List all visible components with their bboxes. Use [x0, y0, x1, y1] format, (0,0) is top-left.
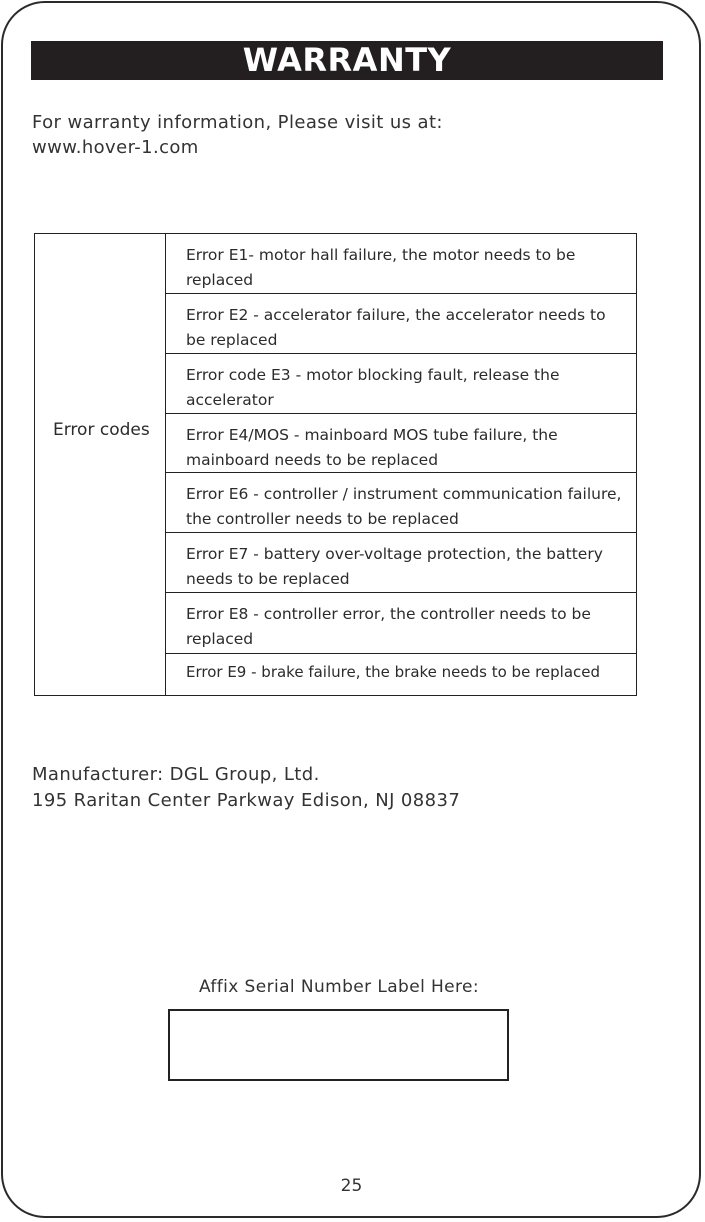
- error-row-e9: Error E9 - brake failure, the brake needs to be replaced: [186, 663, 601, 681]
- manufacturer-name: Manufacturer: DGL Group, Ltd.: [32, 764, 320, 785]
- warranty-info: [32, 110, 443, 160]
- error-row-e6: Error E6 - controller / instrument communication failure, the controller needs to be replaced: [166, 473, 636, 533]
- serial-label-box: [168, 1009, 509, 1081]
- error-row-e3: Error code E3 - motor blocking fault, release the accelerator: [166, 354, 636, 414]
- error-row-e8: Error E8 - controller error, the controller needs to be replaced: [166, 593, 636, 654]
- error-row-e2: Error E2 - accelerator failure, the accelerator needs to be replaced: [166, 294, 636, 354]
- warranty-info-text: For warranty information, Please visit us at:: [32, 112, 443, 133]
- error-codes-table: [34, 233, 637, 696]
- page-title: WARRANTY: [31, 41, 663, 80]
- error-row-e1: Error E1- motor hall failure, the motor needs to be replaced: [166, 234, 636, 294]
- error-codes-label-cell: [35, 234, 166, 695]
- error-row-e4: Error E4/MOS - mainboard MOS tube failure, the mainboard needs to be replaced: [166, 414, 636, 473]
- error-codes-label: Error codes: [53, 420, 150, 440]
- serial-label-caption: Affix Serial Number Label Here:: [198, 977, 480, 997]
- manufacturer-info: [32, 762, 460, 814]
- error-row-e7: Error E7 - battery over-voltage protection, the battery needs to be replaced: [166, 533, 636, 593]
- page-number: 25: [340, 1176, 363, 1196]
- manufacturer-address: 195 Raritan Center Parkway Edison, NJ 08837: [32, 790, 461, 811]
- warranty-website-link[interactable]: www.hover-1.com: [32, 137, 199, 158]
